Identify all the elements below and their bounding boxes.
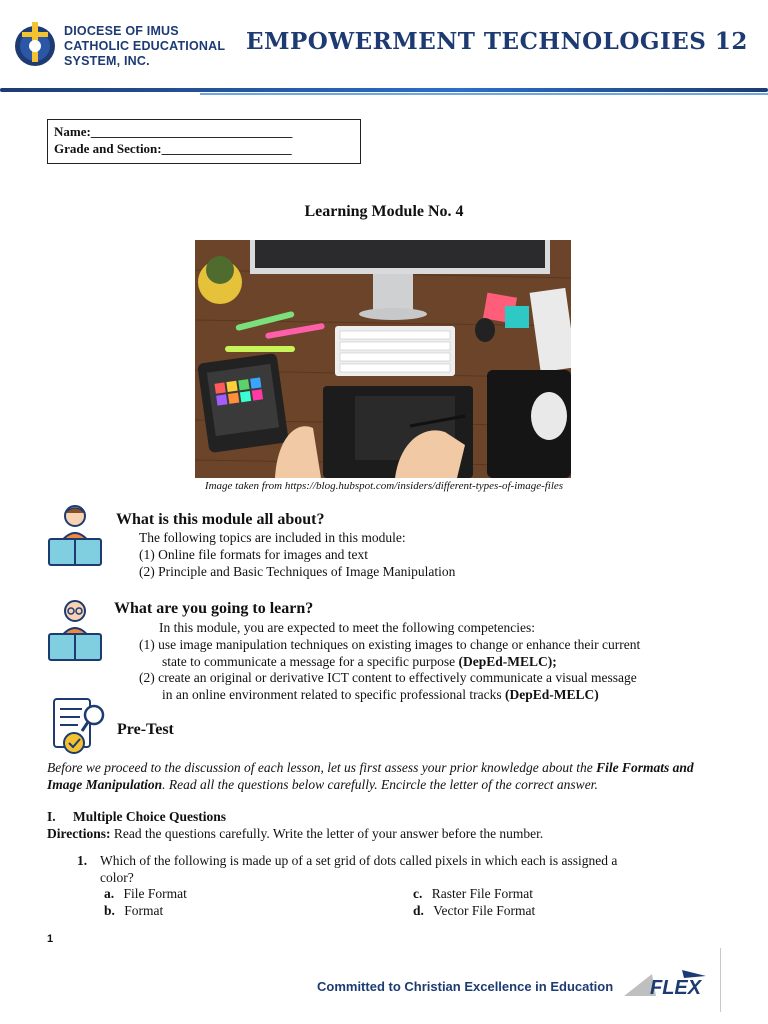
flex-logo-text: FLEX	[650, 977, 702, 999]
flex-logo-icon	[622, 966, 712, 1000]
header-divider-accent	[200, 93, 768, 95]
desk-workspace-image	[195, 240, 571, 478]
student-info-box	[47, 119, 361, 164]
org-line-3: SYSTEM, INC.	[64, 54, 150, 68]
diocese-seal-icon	[12, 20, 58, 68]
learn-item-2-text: in an online environment related to specific professional tracks	[162, 687, 506, 702]
learn-item-1-tag: (DepEd-MELC);	[458, 654, 557, 669]
learn-item-2-tag: (DepEd-MELC)	[505, 687, 599, 702]
checklist-magnifier-icon	[50, 695, 108, 755]
choice-c-letter: c.	[413, 886, 423, 901]
question-text-line-2: color?	[100, 870, 134, 885]
part-label	[47, 809, 226, 825]
student-glasses-reading-icon	[46, 598, 104, 662]
choice-d-letter: d.	[413, 903, 424, 918]
choice-b-letter: b.	[104, 903, 115, 918]
question-number: 1.	[77, 853, 88, 868]
directions-label: Directions:	[47, 826, 111, 841]
choice-c[interactable]	[413, 886, 533, 902]
grade-section-field-label: Grade and Section:____________________	[54, 141, 292, 156]
part-number: I.	[47, 809, 56, 824]
directions-text: Read the questions carefully. Write the letter of your answer before the number.	[110, 826, 544, 841]
name-field-label: Name:_______________________________	[54, 124, 293, 139]
pretest-heading: Pre-Test	[117, 721, 174, 738]
choice-c-text: Raster File Format	[431, 886, 533, 901]
learn-item-2-line-1: (2) create an original or derivative ICT content to effectively communicate a visual message	[139, 670, 637, 685]
subject-title: EMPOWERMENT TECHNOLOGIES 12	[246, 28, 748, 55]
header-divider	[0, 88, 768, 92]
pretest-intro-text-2: . Read all the questions below carefully. Encircle the letter of the correct answer.	[162, 776, 598, 792]
about-heading: What is this module all about?	[116, 511, 325, 528]
part-title: Multiple Choice Questions	[73, 809, 227, 824]
choice-b-text: Format	[124, 903, 164, 918]
about-line-1: The following topics are included in this module:	[139, 530, 406, 545]
learn-item-1-text: state to communicate a message for a specific purpose	[162, 654, 459, 669]
org-line-2: CATHOLIC EDUCATIONAL	[64, 39, 226, 53]
footer-divider	[720, 948, 721, 1012]
learn-item-2-line-2	[162, 687, 599, 703]
learn-heading: What are you going to learn?	[114, 600, 314, 617]
module-title: Learning Module No. 4	[304, 203, 464, 220]
choice-a[interactable]	[104, 886, 187, 902]
directions	[47, 826, 543, 842]
learn-intro: In this module, you are expected to meet the following competencies:	[159, 620, 536, 635]
org-line-1: DIOCESE OF IMUS	[64, 24, 179, 38]
choice-a-letter: a.	[104, 886, 115, 901]
pretest-intro-bold: File Formats and Image Manipulation	[47, 760, 694, 792]
choice-d-text: Vector File Format	[433, 903, 536, 918]
organization-name	[64, 24, 225, 69]
choice-d[interactable]	[413, 903, 535, 919]
pretest-intro-text-1: Before we proceed to the discussion of each lesson, let us first assess your prior knowledge about the	[47, 760, 597, 775]
pretest-intro	[47, 760, 727, 793]
about-line-2: (1) Online file formats for images and text	[139, 547, 369, 562]
page-number: 1	[47, 933, 54, 945]
page-header	[0, 0, 768, 96]
student-reading-icon	[46, 503, 104, 567]
learn-item-1-line-1: (1) use image manipulation techniques on existing images to change or enhance their current	[139, 637, 641, 652]
learn-item-1-line-2	[162, 654, 557, 670]
about-line-3: (2) Principle and Basic Techniques of Image Manipulation	[139, 564, 456, 579]
footer-motto: Committed to Christian Excellence in Education	[317, 979, 614, 994]
question-text-line-1: Which of the following is made up of a set grid of dots called pixels in which each is assigned a	[100, 853, 618, 868]
choice-a-text: File Format	[123, 886, 187, 901]
choice-b[interactable]	[104, 903, 163, 919]
image-caption: Image taken from https://blog.hubspot.com/insiders/different-types-of-image-files	[204, 480, 564, 492]
